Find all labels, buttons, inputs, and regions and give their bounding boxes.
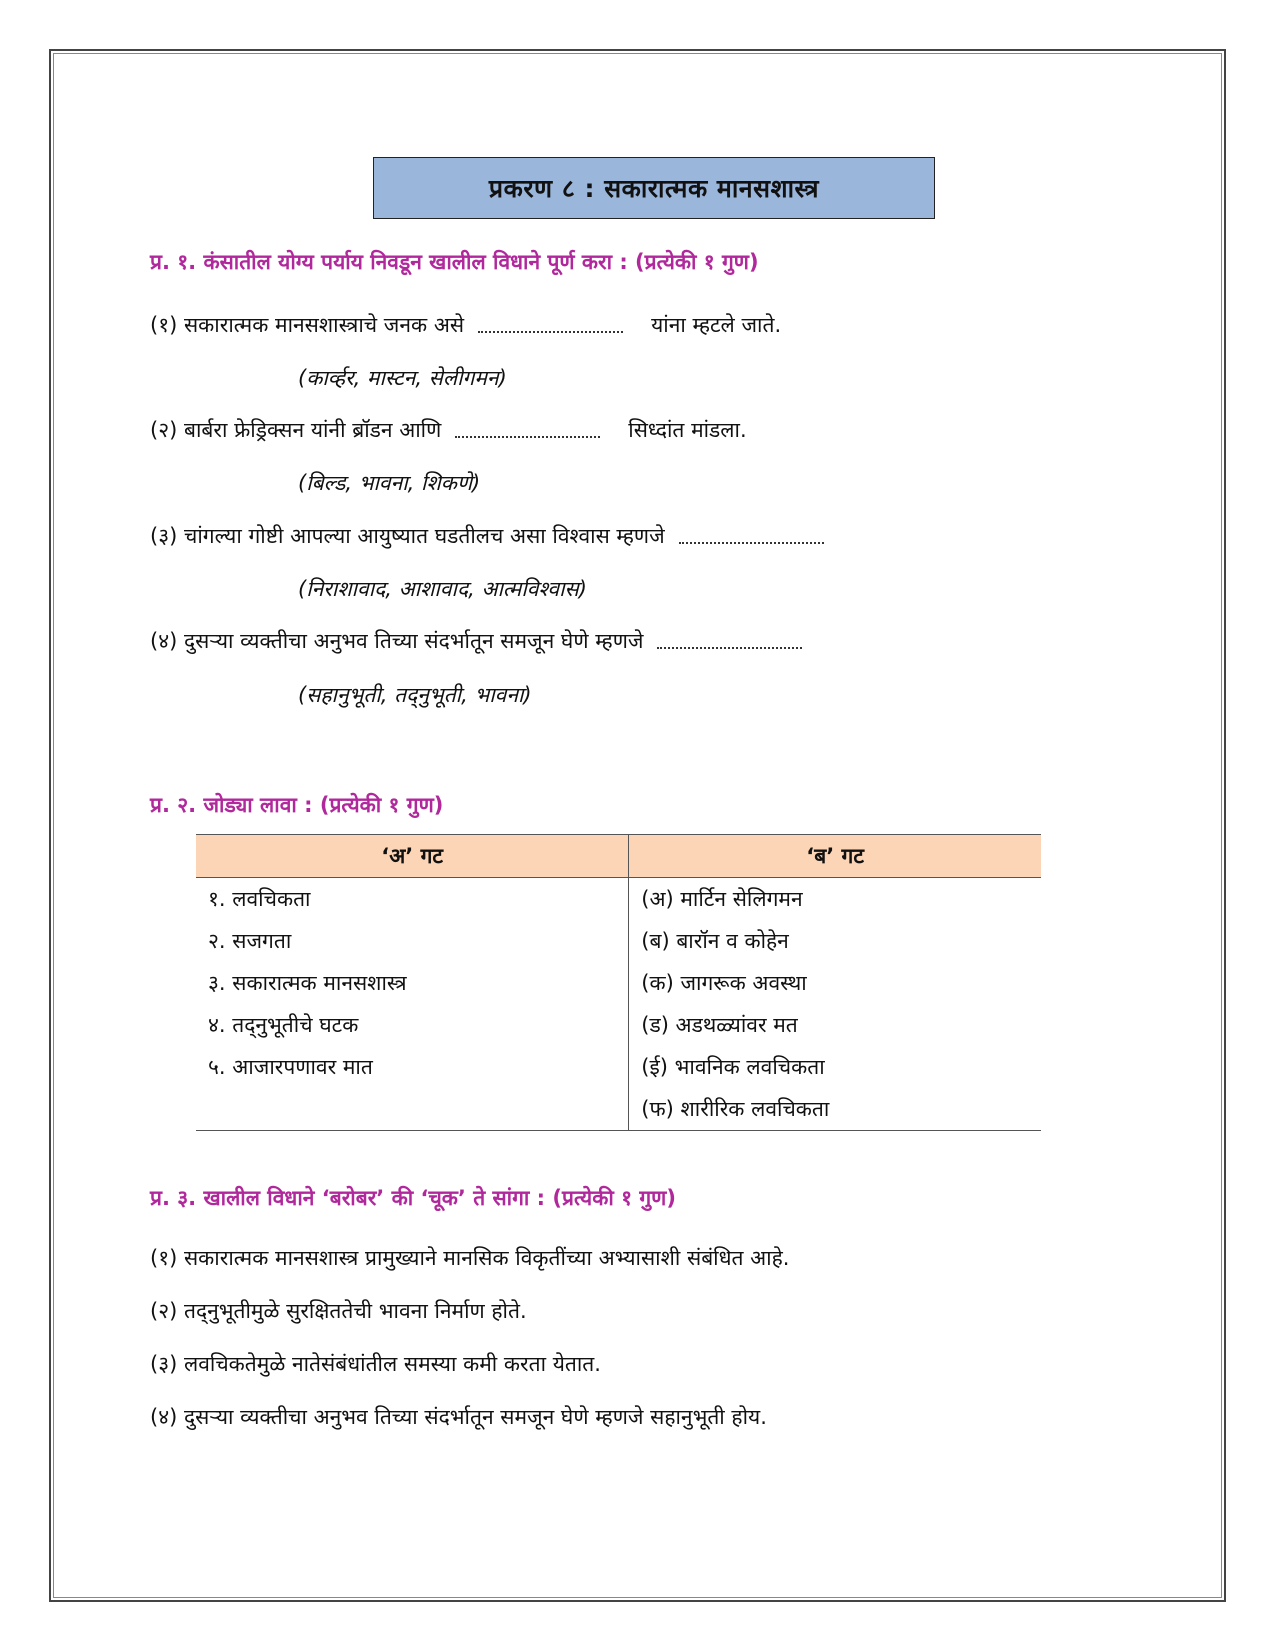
col-b-cell: (ब) बारॉन व कोहेन <box>641 929 789 953</box>
col-b-cell: (क) जागरूक अवस्था <box>641 971 807 995</box>
table-row <box>196 1004 1041 1046</box>
col-b-cell: (ड) अडथळ्यांवर मत <box>641 1013 798 1037</box>
table-row <box>196 962 1041 1004</box>
chapter-title-box <box>373 157 935 219</box>
q1-item-3 <box>150 522 852 550</box>
q1-item-4-options: (सहानुभूती, तद्नुभूती, भावना) <box>298 683 532 707</box>
q1-item-1-after: यांना म्हटले जाते. <box>651 313 782 337</box>
matching-table <box>196 834 1041 1131</box>
q1-item-2-options: (बिल्ड, भावना, शिकणे) <box>298 471 481 495</box>
col-a-cell: ५. आजारपणावर मात <box>196 1046 629 1088</box>
table-row <box>196 920 1041 962</box>
q1-item-1 <box>150 311 781 339</box>
table-row <box>196 1088 1041 1131</box>
q3-item-4: (४) दुसऱ्या व्यक्तीचा अनुभव तिच्या संदर्भातून समजून घेणे म्हणजे सहानुभूती होय. <box>150 1405 767 1429</box>
col-a-cell: २. सजगता <box>196 920 629 962</box>
col-a-cell <box>196 1088 629 1131</box>
q1-item-2-after: सिध्दांत मांडला. <box>628 418 747 442</box>
q3-heading: प्र. ३. खालील विधाने ‘बरोबर’ की ‘चूक’ ते सांगा : (प्रत्येकी १ गुण) <box>150 1186 676 1210</box>
q1-item-1-options: (कार्व्हर, मास्टन, सेलीगमन) <box>298 366 507 390</box>
col-b-cell: (फ) शारीरिक लवचिकता <box>629 1088 1041 1131</box>
q2-heading: प्र. २. जोड्या लावा : (प्रत्येकी १ गुण) <box>150 793 444 817</box>
q1-heading: प्र. १. कंसातील योग्य पर्याय निवडून खालील विधाने पूर्ण करा : (प्रत्येकी १ गुण) <box>150 250 759 274</box>
col-b-cell: (ई) भावनिक लवचिकता <box>641 1055 825 1079</box>
blank-line[interactable] <box>679 530 824 544</box>
blank-line[interactable] <box>657 635 802 649</box>
table-row <box>196 1046 1041 1088</box>
q1-item-3-text: (३) चांगल्या गोष्टी आपल्या आयुष्यात घडतीलच असा विश्वास म्हणजे <box>150 524 665 548</box>
col-b-cell: (अ) मार्टिन सेलिगमन <box>641 887 803 911</box>
q1-item-1-text: (१) सकारात्मक मानसशास्त्राचे जनक असे <box>150 313 465 337</box>
col-a-cell: ४. तद्नुभूतीचे घटक <box>196 1004 629 1046</box>
q1-item-4 <box>150 627 830 655</box>
q1-item-3-options: (निराशावाद, आशावाद, आत्मविश्वास) <box>298 577 587 601</box>
col-a-cell: ३. सकारात्मक मानसशास्त्र <box>196 962 629 1004</box>
col-a-cell: १. लवचिकता <box>196 878 629 921</box>
col-a-header: ‘अ’ गट <box>196 835 629 878</box>
col-b-header: ‘ब’ गट <box>629 835 1041 878</box>
chapter-title: प्रकरण ८ : सकारात्मक मानसशास्त्र <box>488 174 820 203</box>
q3-item-3: (३) लवचिकतेमुळे नातेसंबंधांतील समस्या कमी करता येतात. <box>150 1352 601 1376</box>
q1-item-4-text: (४) दुसऱ्या व्यक्तीचा अनुभव तिच्या संदर्भातून समजून घेणे म्हणजे <box>150 629 644 653</box>
blank-line[interactable] <box>455 424 600 438</box>
blank-line[interactable] <box>478 319 623 333</box>
q1-item-2-text: (२) बार्बरा फ्रेड्रिक्सन यांनी ब्रॉडन आणि <box>150 418 442 442</box>
q3-item-1: (१) सकारात्मक मानसशास्त्र प्रामुख्याने मानसिक विकृतींच्या अभ्यासाशी संबंधित आहे. <box>150 1246 790 1270</box>
q1-item-2 <box>150 416 747 444</box>
table-row <box>196 878 1041 921</box>
q3-item-2: (२) तद्नुभूतीमुळे सुरक्षिततेची भावना निर्माण होते. <box>150 1299 527 1323</box>
